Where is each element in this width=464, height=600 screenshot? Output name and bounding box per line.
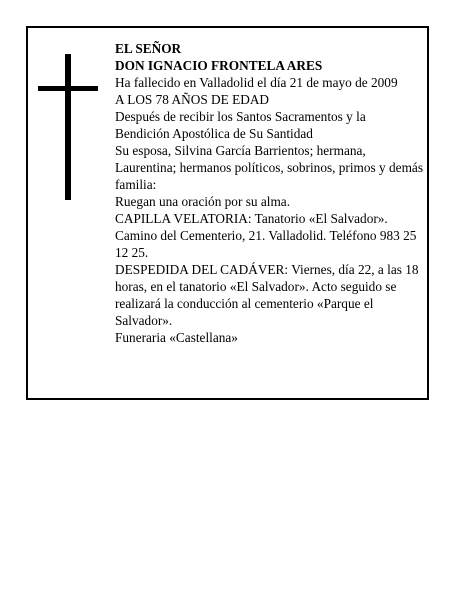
age-line: A LOS 78 AÑOS DE EDAD (115, 92, 270, 107)
sacraments-line: Después de recibir los Santos Sacramentos y la Bendición Apostólica de Su Santidad (115, 109, 366, 141)
prayer-line: Ruegan una oración por su alma. (115, 194, 291, 209)
cross-icon (38, 54, 100, 200)
notice-text (115, 40, 423, 346)
obituary-notice (26, 26, 429, 400)
chapel-info: CAPILLA VELATORIA: Tanatorio «El Salvador». Camino del Cementerio, 21. Valladolid. Teléfono 983 25 12 25. (115, 211, 417, 260)
notice-title: EL SEÑOR (115, 41, 182, 56)
cross-vertical-bar (65, 54, 71, 200)
deceased-name: DON IGNACIO FRONTELA ARES (115, 58, 323, 73)
funeral-home: Funeraria «Castellana» (115, 330, 238, 345)
family-line: Su esposa, Silvina García Barrientos; hermana, Laurentina; hermanos políticos, sobrinos, primos y demás familia: (115, 143, 423, 192)
cross-horizontal-bar (38, 86, 98, 91)
farewell-info: DESPEDIDA DEL CADÁVER: Viernes, día 22, a las 18 horas, en el tanatorio «El Salvador». Acto seguido se realizará la conducción al cementerio «Parque el Salvador». (115, 262, 419, 328)
death-info: Ha fallecido en Valladolid el día 21 de mayo de 2009 (115, 75, 398, 90)
